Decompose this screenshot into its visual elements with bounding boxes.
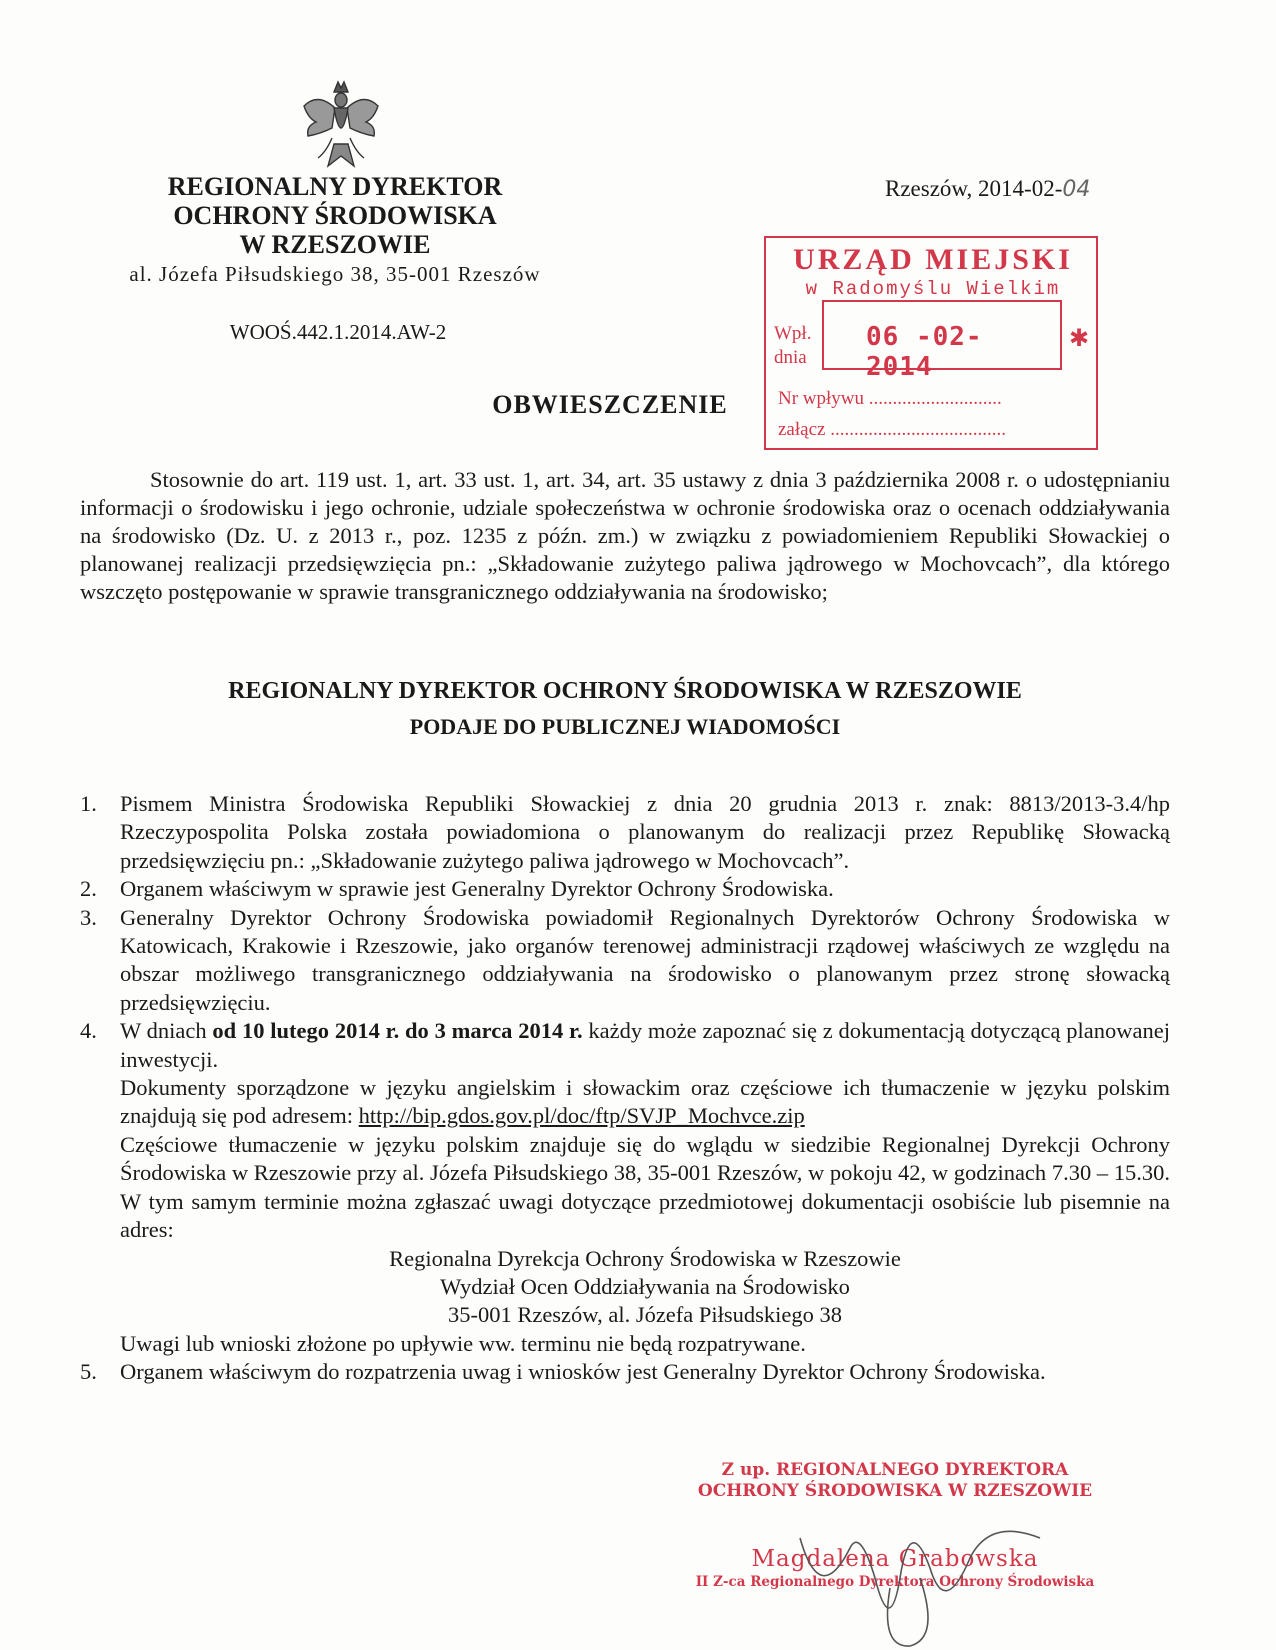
announcer-heading: REGIONALNY DYREKTOR OCHRONY ŚRODOWISKA W RZESZOWIE [228, 678, 1022, 704]
documents-text: Dokumenty sporządzone w języku angielskim i słowackim oraz częściowe ich tłumaczenie w języku polskim znajdują się pod adresem: [120, 1075, 1170, 1129]
stamp-label-dnia: dnia [774, 347, 807, 368]
list-item-text: Organem właściwym w sprawie jest Generalny Dyrektor Ochrony Środowiska. [120, 876, 834, 902]
place-date-printed: Rzeszów, 2014-02- [885, 176, 1063, 201]
stamp-label-wpl: Wpł. [774, 323, 812, 344]
announcement-list [80, 790, 1170, 1387]
authority-header [75, 172, 595, 289]
documents-link[interactable]: http://bip.gdos.gov.pl/doc/ftp/SVJP_Mochvce.zip [358, 1103, 805, 1129]
period-intro: W dniach [120, 1018, 213, 1044]
stamp-zalacz: załącz ..................................... [778, 419, 1006, 440]
header-line-3: W RZESZOWIE [239, 230, 431, 259]
list-item-text: Organem właściwym do rozpatrzenia uwag i wniosków jest Generalny Dyrektor Ochrony Środowiska. [120, 1359, 1046, 1385]
list-item-number: 3. [80, 904, 97, 930]
period-dates: od 10 lutego 2014 r. do 3 marca 2014 r. [212, 1018, 583, 1044]
list-item-number: 1. [80, 791, 97, 816]
documents-location [120, 1074, 1170, 1131]
polish-eagle-icon [298, 78, 384, 170]
stamp-date: 06 -02- 2014 [866, 322, 983, 382]
handwritten-signature [780, 1518, 1080, 1650]
list-item-number: 5. [80, 1359, 97, 1385]
document-title: OBWIESZCZENIE [492, 390, 728, 419]
list-item-number: 4. [80, 1018, 97, 1044]
list-item-text: Pismem Ministra Środowiska Republiki Słowackiej z dnia 20 grudnia 2013 r. znak: 8813/2013-3.4/hp Rzeczypospolita Polska została powiadomiona o planowanym do realizacji przez Republikę Słowacką przedsięwzięciu pn.: „Składowanie zużytego paliwa jądrowego w Mochovcach”. [120, 791, 1170, 873]
stamp-nr-wplywu: Nr wpływu ............................ [778, 388, 1002, 409]
signatory-name: Magdalena Grabowska [751, 1546, 1039, 1572]
place-date-handwritten: 04 [1062, 177, 1091, 202]
period-text: każdy może zapoznać się z dokumentacją dotyczącą planowanej inwestycji. [120, 1018, 1170, 1072]
header-address: al. Józefa Piłsudskiego 38, 35-001 Rzeszów [129, 262, 541, 286]
late-submissions-note: Uwagi lub wnioski złożone po upływie ww. terminu nie będą rozpatrywane. [120, 1330, 806, 1356]
list-item [80, 875, 1170, 903]
case-reference: WOOŚ.442.1.2014.AW-2 [229, 320, 447, 344]
signature-authority-line-2: OCHRONY ŚRODOWISKA W RZESZOWIE [697, 1481, 1093, 1501]
list-item-text: Generalny Dyrektor Ochrony Środowiska powiadomił Regionalnych Dyrektorów Ochrony Środowiska w Katowicach, Krakowie i Rzeszowie, jako organów terenowej administracji rządowej właściwych ze względu na obszar możliwego transgranicznego oddziaływania na środowisko o planowanym przez stronę słowacką przedsięwzięciu. [120, 904, 1170, 1015]
stamp-title: URZĄD MIEJSKI [793, 243, 1073, 276]
star-icon: ✱ [1069, 326, 1090, 352]
list-item [80, 904, 1170, 1018]
signature-authority-line-1: Z up. REGIONALNEGO DYREKTORA [721, 1460, 1069, 1480]
place-date [885, 176, 1090, 202]
stamp-received-label [774, 322, 811, 370]
partial-translation-text: Częściowe tłumaczenie w języku polskim znajduje się do wglądu w siedzibie Regionalnej Dyrekcji Ochrony Środowiska w Rzeszowie przy al. Józefa Piłsudskiego 38, 35-001 Rzeszów, w pokoju 42, w godzinach 7.30 – 15.30. W tym samym terminie można zgłaszać uwagi dotyczące przedmiotowej dokumentacji osobiście lub pisemnie na adres: [120, 1131, 1170, 1243]
address-line-3: 35-001 Rzeszów, al. Józefa Piłsudskiego 38 [447, 1302, 843, 1328]
signatory-role: II Z-ca Regionalnego Dyrektora Ochrony Środowiska [695, 1574, 1095, 1590]
address-line-1: Regionalna Dyrekcja Ochrony Środowiska w Rzeszowie [389, 1245, 901, 1271]
list-item-number: 2. [80, 876, 97, 902]
list-item [80, 1017, 1170, 1358]
stamp-date-box [822, 300, 1062, 382]
announcement-heading: PODAJE DO PUBLICZNEJ WIADOMOŚCI [409, 714, 841, 739]
header-line-2: OCHRONY ŚRODOWISKA [173, 201, 497, 230]
header-line-1: REGIONALNY DYREKTOR [167, 172, 503, 201]
intro-text: Stosownie do art. 119 ust. 1, art. 33 ust. 1, art. 34, art. 35 ustawy z dnia 3 października 2008 r. o udostępnianiu informacji o środowisku i jego ochronie, udziale społeczeństwa w ochronie środowiska oraz o ocenach oddziaływania na środowisko (Dz. U. z 2013 r., poz. 1235 z późn. zm.) w związku z powiadomieniem Republiki Słowackiej o planowanej realizacji przedsięwzięcia pn.: „Składowanie zużytego paliwa jądrowego w Mochovcach”, dla którego wszczęto postępowanie w sprawie transgranicznego oddziaływania na środowisko; [80, 467, 1170, 604]
intro-paragraph [80, 466, 1170, 606]
list-item [80, 1358, 1170, 1386]
address-line-2: Wydział Ocen Oddziaływania na Środowisko [440, 1273, 850, 1299]
stamp-subtitle: w Radomyślu Wielkim [805, 278, 1061, 300]
list-item [80, 790, 1170, 875]
consultation-period [120, 1017, 1170, 1074]
